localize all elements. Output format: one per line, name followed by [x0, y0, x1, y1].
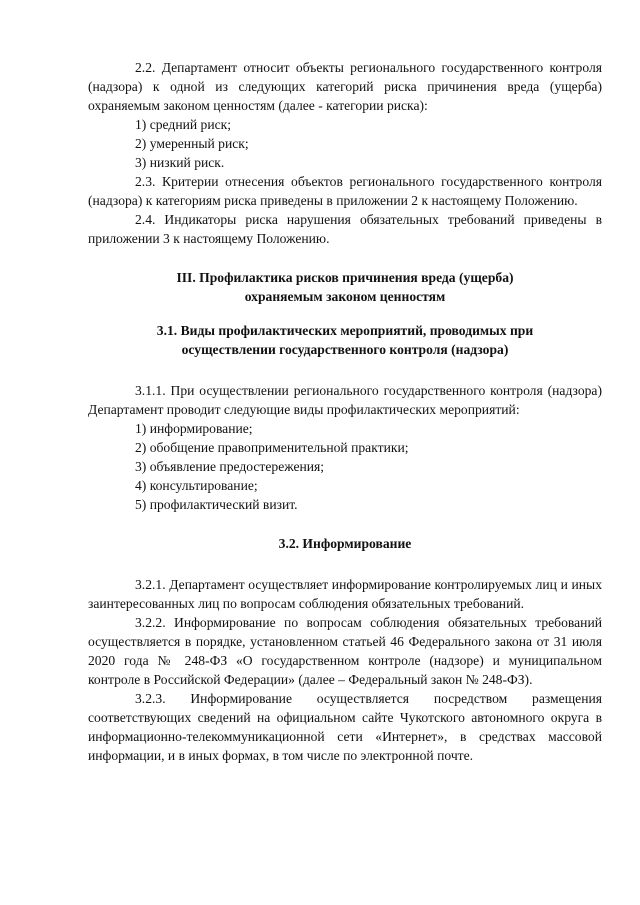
section-heading-line: охраняемым законом ценностям [244, 289, 446, 304]
measure-item: 3) объявление предостережения; [135, 459, 325, 474]
section-heading-line: III. Профилактика рисков причинения вреда (ущерба) [176, 270, 514, 285]
paragraph-2-3: 2.3. Критерии отнесения объектов регионального государственного контроля (надзора) к категориям риска приведены в приложении 2 к настоящему Положению. [88, 174, 602, 208]
measure-item: 5) профилактический визит. [135, 497, 298, 512]
subsection-heading-line: осуществлении государственного контроля (надзора) [181, 342, 509, 357]
paragraph-3-2-1: 3.2.1. Департамент осуществляет информирование контролируемых лиц и иных заинтересованных лиц по вопросам соблюдения обязательных требований. [88, 577, 602, 611]
subsection-heading-3-1 [88, 321, 602, 359]
paragraph-2-4: 2.4. Индикаторы риска нарушения обязательных требований приведены в приложении 3 к настоящему Положению. [88, 212, 602, 246]
risk-item: 1) средний риск; [135, 117, 232, 132]
paragraph-3-2-2: 3.2.2. Информирование по вопросам соблюдения обязательных требований осуществляется в порядке, установленном статьей 46 Федерального закона от 31 июля 2020 года № 248-ФЗ «О государственном контроле (надзоре) и муниципальном контроле в Российской Федерации» (далее – Федеральный закон № 248-ФЗ). [88, 615, 602, 687]
page-content [88, 58, 602, 765]
risk-item: 2) умеренный риск; [135, 136, 249, 151]
paragraph-3-2-3: 3.2.3. Информирование осуществляется посредством размещения соответствующих сведений на официальном сайте Чукотского автономного округа в информационно-телекоммуникационной сети «Интернет», в средствах массовой информации, и в иных формах, в том числе по электронной почте. [88, 691, 602, 763]
measure-item: 4) консультирование; [135, 478, 258, 493]
risk-item: 3) низкий риск. [135, 155, 225, 170]
subsection-heading-3-2: 3.2. Информирование [278, 536, 412, 551]
subsection-heading-line: 3.1. Виды профилактических мероприятий, проводимых при [156, 323, 534, 338]
paragraph-2-2: 2.2. Департамент относит объекты регионального государственного контроля (надзора) к одной из следующих категорий риска причинения вреда (ущерба) охраняемым законом ценностям (далее - категории риска): [88, 60, 602, 113]
measure-item: 1) информирование; [135, 421, 253, 436]
section-heading [88, 268, 602, 306]
measure-item: 2) обобщение правоприменительной практики; [135, 440, 409, 455]
paragraph-3-1-1: 3.1.1. При осуществлении регионального государственного контроля (надзора) Департамент проводит следующие виды профилактических мероприятий: [88, 383, 602, 417]
